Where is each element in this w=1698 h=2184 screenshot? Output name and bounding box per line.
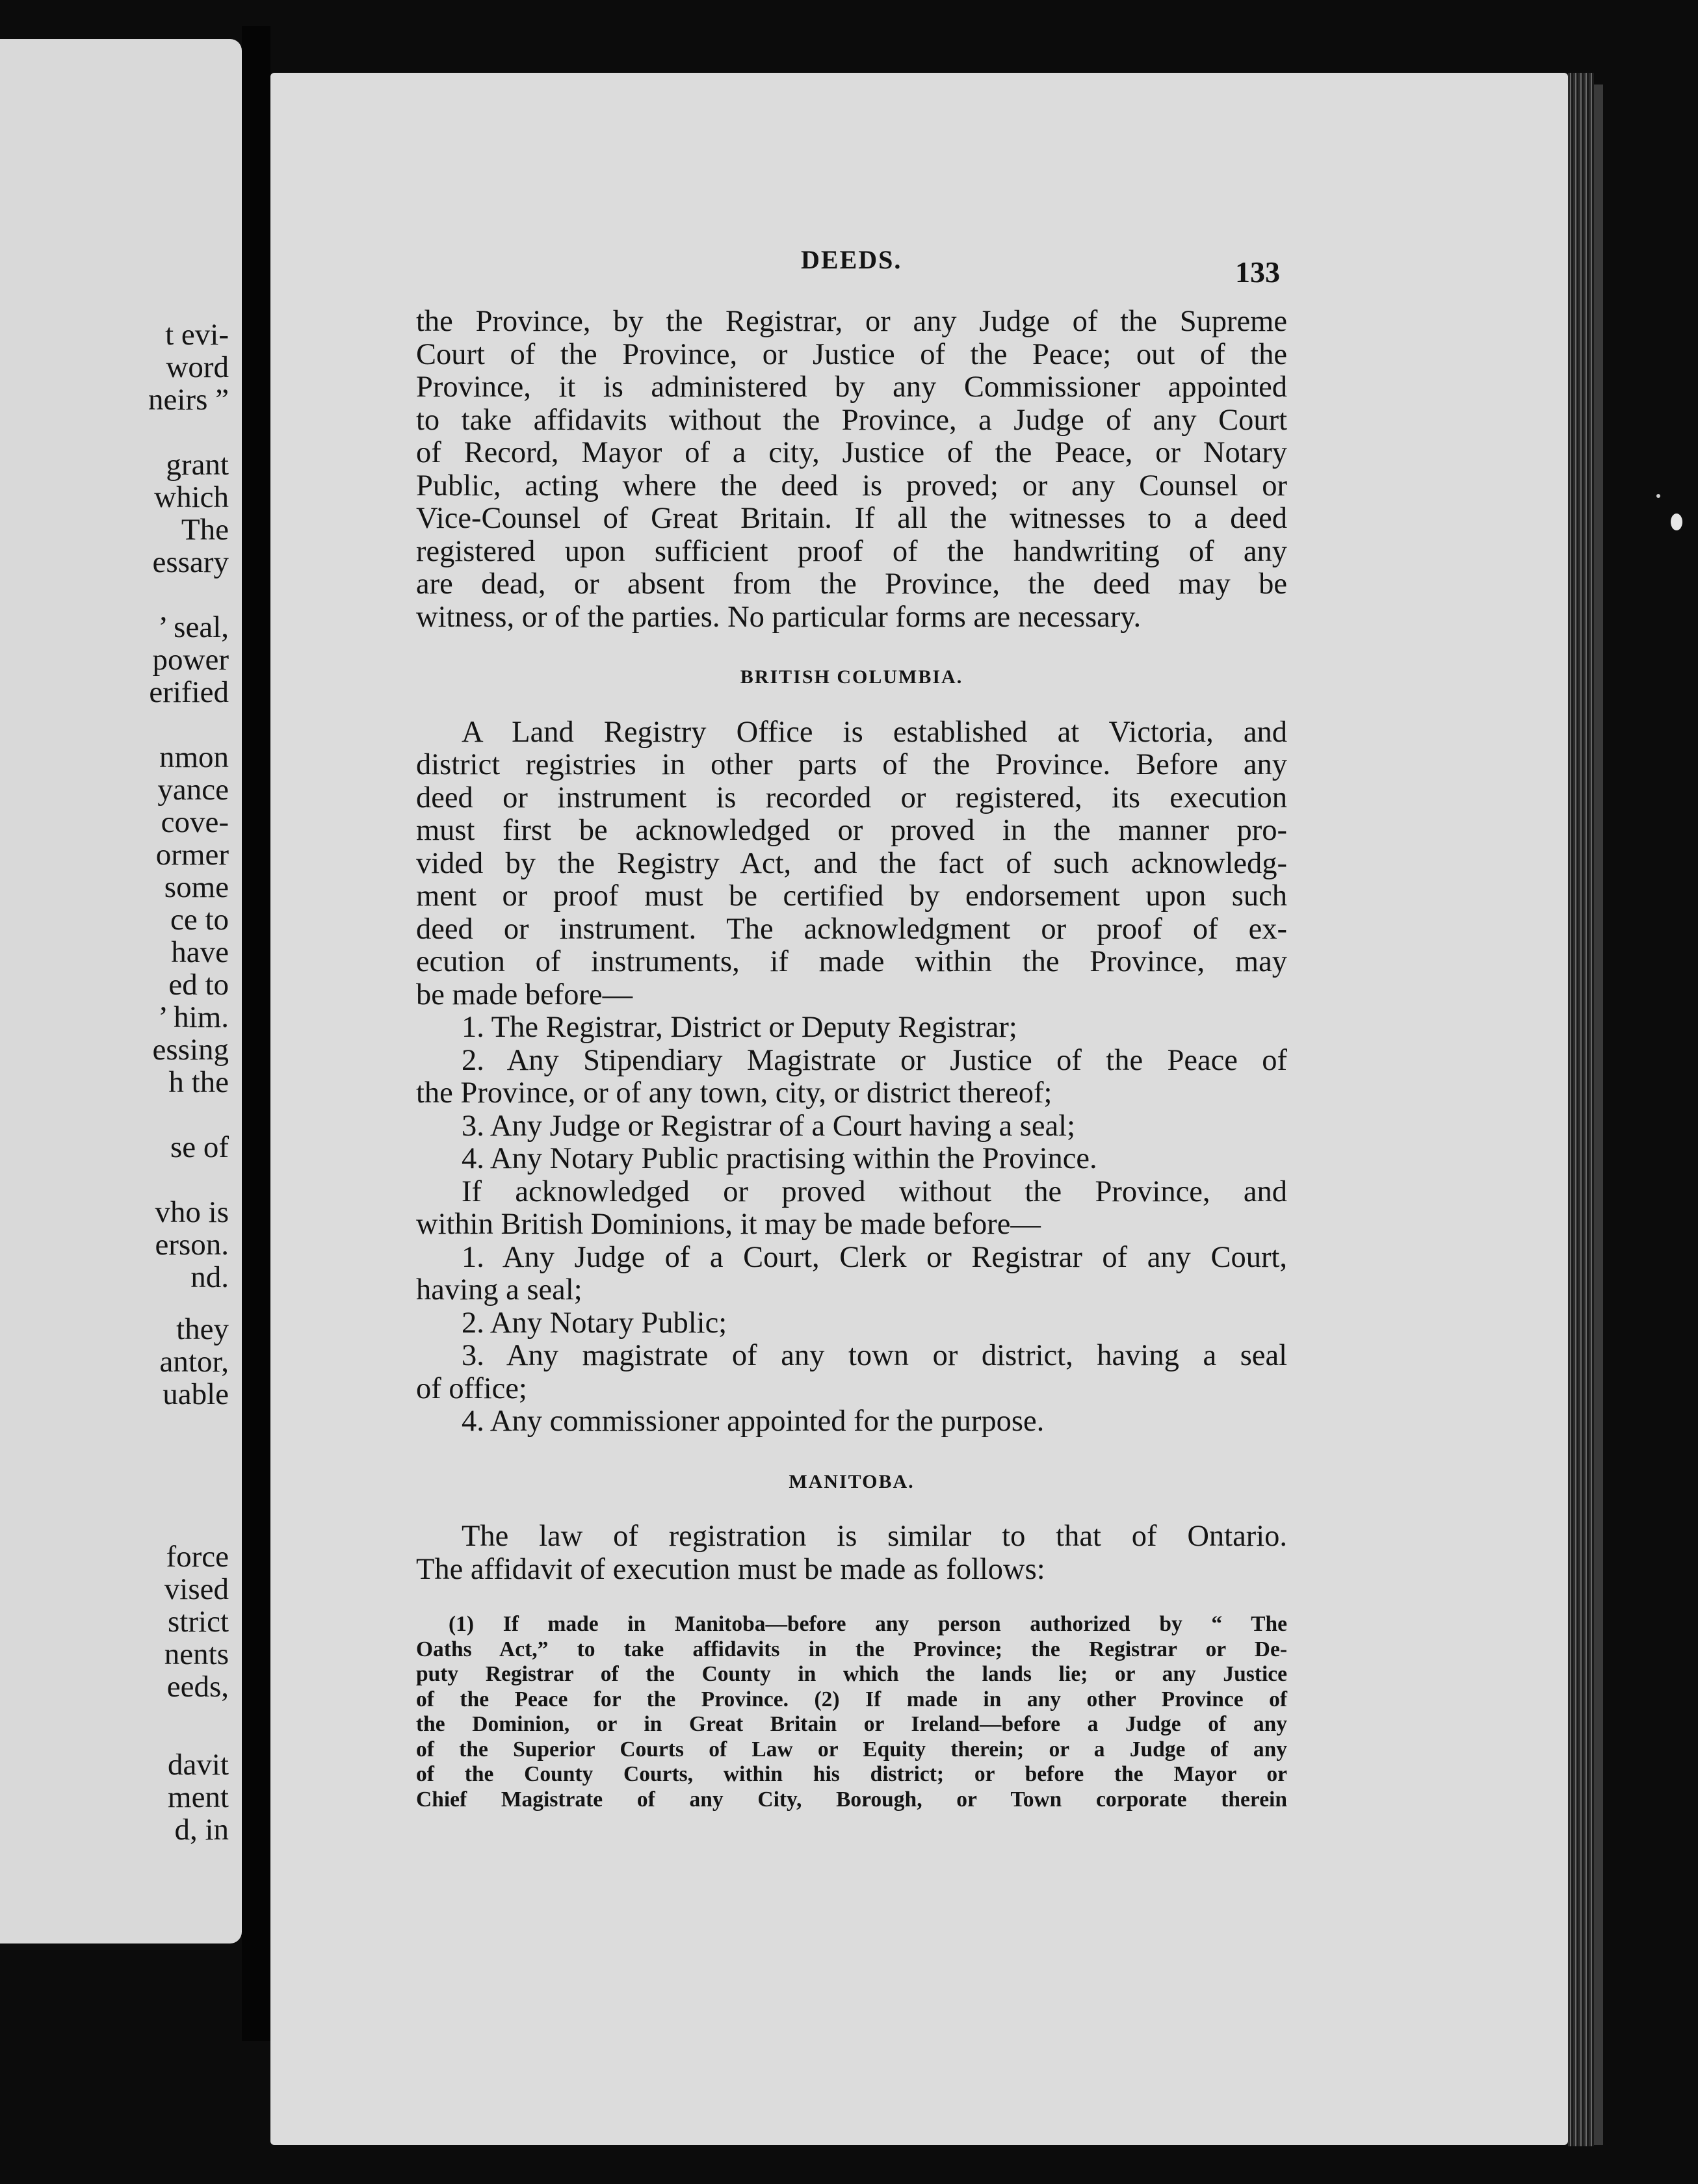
- text-line: the Dominion, or in Great Britain or Ireland—before a Judge of any: [416, 1712, 1287, 1736]
- list-item: [416, 1405, 1287, 1438]
- left-page-fragment: [0, 39, 242, 1944]
- text-line: of the Superior Courts of Law or Equity therein; or a Judge of any: [416, 1737, 1287, 1762]
- left-page-text-fragment: essing: [152, 1033, 229, 1067]
- left-page-text-fragment: ’ him.: [158, 1000, 229, 1034]
- left-page-text-fragment: essary: [152, 545, 229, 579]
- text-line: registered upon sufficient proof of the handwriting of any: [416, 534, 1287, 568]
- left-page-text-fragment: power: [152, 643, 229, 677]
- text-line: (1) If made in Manitoba—before any person authorized by “ The: [449, 1612, 1287, 1636]
- page-body: [416, 306, 1287, 1812]
- text-line: deed or instrument is recorded or registered, its execution: [416, 781, 1287, 814]
- left-page-text-fragment: antor,: [159, 1345, 229, 1379]
- text-line: are dead, or absent from the Province, the deed may be: [416, 567, 1287, 601]
- left-page-text-fragment: nd.: [190, 1260, 229, 1294]
- list-item-line: 2. Any Stipendiary Magistrate or Justice of the Peace of: [462, 1043, 1287, 1077]
- left-page-text-fragment: ormer: [155, 838, 229, 872]
- left-page-text-fragment: neirs ”: [148, 383, 229, 417]
- list-item: [416, 1340, 1287, 1405]
- page-edges-shadow: [1594, 84, 1603, 2145]
- list-item-line: the Province, or of any town, city, or district thereof;: [416, 1076, 1052, 1110]
- left-page-text-fragment: d, in: [174, 1813, 229, 1847]
- left-page-text-fragment: vho is: [155, 1195, 229, 1229]
- list-item-line: 3. Any Judge or Registrar of a Court having a seal;: [462, 1109, 1076, 1143]
- list-item: [416, 1011, 1287, 1045]
- text-line: puty Registrar of the County in which the lands lie; or any Justice: [416, 1662, 1287, 1686]
- left-page-text-fragment: davit: [168, 1748, 229, 1782]
- left-page-text-fragment: vised: [164, 1572, 229, 1606]
- list-item-line: of office;: [416, 1372, 527, 1405]
- text-line: vided by the Registry Act, and the fact of such acknowledg-: [416, 846, 1287, 880]
- left-page-text-fragment: erified: [149, 675, 229, 709]
- book-spine: [242, 26, 270, 2041]
- text-line: Court of the Province, or Justice of the Peace; out of the: [416, 337, 1287, 371]
- list-item: [416, 1242, 1287, 1307]
- continued-paragraph: [416, 306, 1287, 634]
- text-line: must first be acknowledged or proved in the manner pro-: [416, 814, 1287, 847]
- list-item-line: 4. Any commissioner appointed for the purpose.: [462, 1405, 1045, 1438]
- left-page-text-fragment: uable: [163, 1377, 229, 1411]
- text-line: Oaths Act,” to take affidavits in the Province; the Registrar or De-: [416, 1637, 1287, 1661]
- manitoba-paragraph: [416, 1520, 1287, 1586]
- left-page-text-fragment: word: [166, 350, 229, 384]
- list-item: [416, 1045, 1287, 1110]
- left-page-text-fragment: h the: [168, 1065, 229, 1099]
- text-line: of the Peace for the Province. (2) If made in any other Province of: [416, 1687, 1287, 1711]
- list-item: [416, 1110, 1287, 1143]
- text-line: The law of registration is similar to that of Ontario.: [462, 1520, 1287, 1553]
- page-number: 133: [1235, 255, 1280, 289]
- left-page-text-fragment: force: [166, 1540, 229, 1574]
- running-header: DEEDS.: [801, 245, 902, 274]
- list-item-line: 3. Any magistrate of any town or district, having a seal: [462, 1339, 1287, 1372]
- british-columbia-paragraph: [416, 716, 1287, 1012]
- text-line: the Province, by the Registrar, or any Judge of the Supreme: [416, 305, 1287, 338]
- left-page-text-fragment: ment: [168, 1780, 229, 1814]
- list-item-line: 2. Any Notary Public;: [462, 1306, 727, 1340]
- text-line: Province, it is administered by any Commissioner appointed: [416, 370, 1287, 404]
- bc-without-province-list: [416, 1242, 1287, 1438]
- list-item-line: 1. Any Judge of a Court, Clerk or Registrar of any Court,: [462, 1240, 1287, 1274]
- text-line: Public, acting where the deed is proved; or any Counsel or: [416, 469, 1287, 502]
- text-line: witness, or of the parties. No particular forms are necessary.: [416, 600, 1142, 634]
- text-line: ment or proof must be certified by endorsement upon such: [416, 879, 1287, 913]
- left-page-text-fragment: se of: [170, 1130, 229, 1164]
- bc-within-province-list: [416, 1011, 1287, 1176]
- text-line: A Land Registry Office is established at Victoria, and: [462, 715, 1287, 749]
- left-page-text-fragment: t evi-: [165, 318, 229, 352]
- left-page-text-fragment: ed to: [168, 968, 229, 1002]
- left-page-text-fragment: The: [181, 513, 229, 547]
- text-line: deed or instrument. The acknowledgment or proof of ex-: [416, 912, 1287, 946]
- left-page-text-fragment: cove-: [161, 805, 229, 839]
- left-page-text-fragment: nents: [164, 1637, 229, 1671]
- manitoba-affidavit-note: [416, 1612, 1287, 1812]
- text-line: Chief Magistrate of any City, Borough, or Town corporate therein: [416, 1787, 1287, 1812]
- text-line: be made before—: [416, 978, 633, 1011]
- text-line: of the County Courts, within his district; or before the Mayor or: [416, 1762, 1287, 1786]
- section-heading-british-columbia: BRITISH COLUMBIA.: [740, 666, 963, 688]
- left-page-text-fragment: they: [176, 1312, 229, 1346]
- list-item-line: 4. Any Notary Public practising within the Province.: [462, 1142, 1097, 1175]
- text-line: The affidavit of execution must be made as follows:: [416, 1552, 1045, 1586]
- left-page-text-fragment: ’ seal,: [158, 610, 229, 644]
- left-page-text-fragment: have: [171, 935, 229, 969]
- left-page-text-fragment: strict: [168, 1605, 229, 1639]
- left-page-text-fragment: erson.: [155, 1228, 229, 1262]
- left-page-text-fragment: yance: [157, 773, 229, 807]
- left-page-text-fragment: grant: [166, 448, 229, 482]
- list-item-line: 1. The Registrar, District or Deputy Registrar;: [462, 1011, 1017, 1044]
- list-item: [416, 1307, 1287, 1340]
- page-edges: [1568, 73, 1594, 2146]
- text-line: If acknowledged or proved without the Province, and: [462, 1175, 1287, 1208]
- left-page-text-fragment: some: [164, 870, 229, 904]
- text-line: of Record, Mayor of a city, Justice of the Peace, or Notary: [416, 436, 1287, 469]
- text-line: district registries in other parts of the Province. Before any: [416, 748, 1287, 781]
- text-line: ecution of instruments, if made within the Province, may: [416, 945, 1287, 978]
- text-line: Vice-Counsel of Great Britain. If all the witnesses to a deed: [416, 502, 1287, 535]
- left-page-text-fragment: nmon: [159, 740, 229, 774]
- british-columbia-paragraph-2: [416, 1176, 1287, 1242]
- left-page-text-fragment: ce to: [170, 903, 229, 937]
- scan-speck: [1671, 514, 1682, 530]
- list-item-line: having a seal;: [416, 1273, 582, 1306]
- text-line: to take affidavits without the Province, a Judge of any Court: [416, 403, 1287, 437]
- left-page-text-fragment: which: [154, 480, 229, 514]
- scan-speck: [1656, 494, 1660, 498]
- list-item: [416, 1143, 1287, 1176]
- section-heading-manitoba: MANITOBA.: [789, 1470, 915, 1492]
- left-page-text-fragment: eeds,: [166, 1670, 229, 1704]
- text-line: within British Dominions, it may be made before—: [416, 1208, 1041, 1241]
